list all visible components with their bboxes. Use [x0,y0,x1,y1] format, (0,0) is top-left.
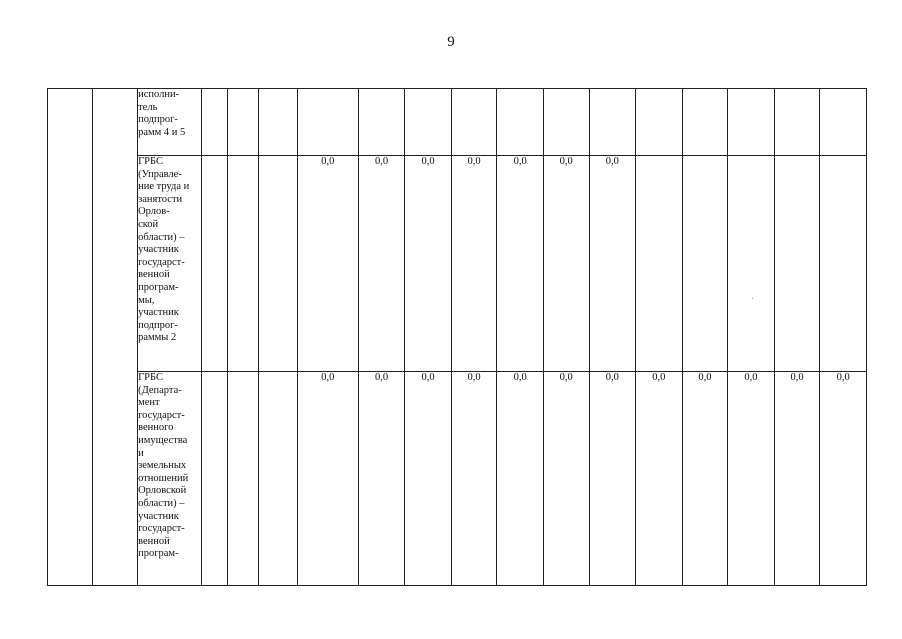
value-cell: 0,0 [543,156,589,372]
row-label: ГРБС (Департа- мент государст- венного имущества и земельных отношений Орловской области) – участник государст- венной програм- [138,372,202,586]
empty-cell [258,89,297,156]
value-cell [543,89,589,156]
empty-cell [228,89,258,156]
table-row [48,372,867,586]
empty-cell [258,156,297,372]
value-cell [497,89,544,156]
value-cell [405,89,452,156]
value-cell [297,89,358,156]
value-cell: 0,0 [358,372,405,586]
value-cell: 0,0 [405,372,452,586]
value-cell [451,89,497,156]
value-cell [682,89,728,156]
row-label: ГРБС (Управле- ние труда и занятости Орлов- ской области) – участник государст- венной програм- мы, участник подпрог- раммы 2 [138,156,202,372]
value-cell [774,156,820,372]
value-cell: 0,0 [589,156,636,372]
value-cell [636,156,683,372]
value-cell [728,89,775,156]
page-number: 9 [447,34,455,50]
value-cell: 0,0 [358,156,405,372]
value-cell [358,89,405,156]
empty-cell [258,372,297,586]
value-cell [682,156,728,372]
scan-speck [752,298,753,299]
value-cell [728,156,775,372]
value-cell: 0,0 [451,372,497,586]
row-label: исполни- тель подпрог- рамм 4 и 5 [138,89,202,156]
value-cell: 0,0 [820,372,867,586]
merged-cell [48,89,93,586]
table-row [48,156,867,372]
value-cell: 0,0 [405,156,452,372]
value-cell [820,89,867,156]
value-cell [820,156,867,372]
data-table [47,88,867,586]
table-row [48,89,867,156]
empty-cell [228,372,258,586]
value-cell: 0,0 [543,372,589,586]
value-cell: 0,0 [774,372,820,586]
value-cell: 0,0 [297,372,358,586]
merged-cell [92,89,138,586]
value-cell: 0,0 [728,372,775,586]
value-cell [636,89,683,156]
value-cell: 0,0 [636,372,683,586]
value-cell: 0,0 [451,156,497,372]
value-cell: 0,0 [589,372,636,586]
value-cell [774,89,820,156]
value-cell: 0,0 [497,156,544,372]
value-cell: 0,0 [297,156,358,372]
value-cell: 0,0 [682,372,728,586]
empty-cell [201,372,227,586]
empty-cell [201,89,227,156]
empty-cell [228,156,258,372]
value-cell [589,89,636,156]
empty-cell [201,156,227,372]
value-cell: 0,0 [497,372,544,586]
